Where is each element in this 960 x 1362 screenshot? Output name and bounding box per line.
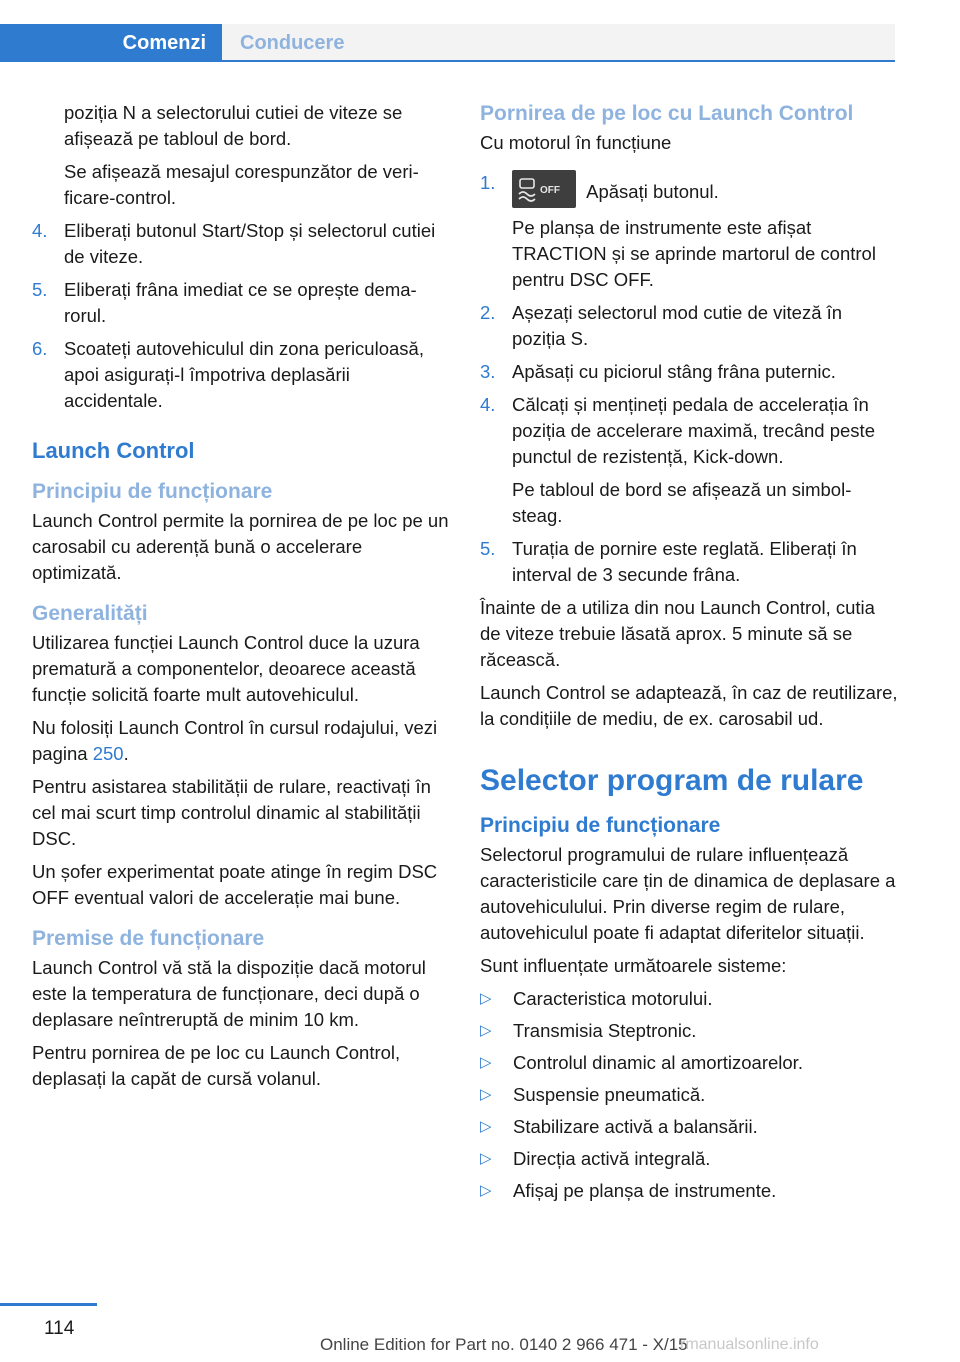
paragraph: Launch Control vă stă la dispoziție dacă motorul este la temperatura de funcționare, deci după o deplasare neîntreruptă de minim 10 km. [32, 957, 426, 1030]
step-item [32, 218, 450, 270]
step-item [32, 277, 450, 329]
step-number: 4. [32, 220, 48, 241]
paragraph-text: Nu folosiți Launch Control în cursul rodajului, vezi pagina [32, 717, 438, 764]
list-item [480, 1018, 900, 1044]
bullet-triangle-icon: ▷ [480, 990, 492, 1007]
step-text: Așezați selectorul mod cutie de viteză în poziția S. [512, 302, 843, 349]
heading-launch-control: Launch Control [32, 438, 195, 463]
watermark: rmanualsonline.info [680, 1336, 819, 1353]
paragraph: poziția N a selectorului cutiei de viteze se afișează pe tabloul de bord. [64, 102, 403, 149]
right-column [480, 100, 900, 1210]
bullet-triangle-icon: ▷ [480, 1118, 492, 1135]
page-link[interactable]: 250 [92, 743, 124, 764]
bullet-triangle-icon: ▷ [480, 1022, 492, 1039]
step-item [480, 536, 900, 588]
list-item [480, 1082, 900, 1108]
list-item-text: Afișaj pe planșa de instrumente. [513, 1180, 777, 1201]
list-item [480, 1146, 900, 1172]
subheading-principiu: Principiu de funcționare [32, 480, 273, 503]
step-text: Călcați și mențineți pedala de accelerația în poziția de accelerare maximă, trecând peste punctul de rezistență, Kick-down. [512, 394, 875, 467]
list-item [480, 986, 900, 1012]
step-text: Apăsați butonul. [586, 181, 719, 202]
paragraph: Utilizarea funcției Launch Control duce la uzura prematură a componentelor, deoarece această funcție solicită foarte mult autovehiculul. [32, 632, 420, 705]
step-number: 3. [480, 361, 496, 382]
step-item [32, 336, 450, 414]
bullet-triangle-icon: ▷ [480, 1054, 492, 1071]
step-item [480, 392, 900, 470]
list-item [480, 1114, 900, 1140]
tab-conducere[interactable]: Conducere [222, 24, 895, 62]
step-text: Eliberați frâna imediat ce se oprește demarorul. [64, 279, 417, 326]
left-column [32, 100, 450, 1099]
header-divider [0, 60, 895, 62]
list-item-text: Caracteristica motorului. [513, 988, 713, 1009]
paragraph: Launch Control permite la pornirea de pe loc pe un carosabil cu aderență bună o accelerare optimizată. [32, 510, 449, 583]
paragraph: Pentru asistarea stabilității de rulare, reactivați în cel mai scurt timp controlul dinamic al stabilității DSC. [32, 776, 431, 849]
paragraph: Cu motorul în funcțiune [480, 132, 672, 153]
paragraph: Pe tabloul de bord se afișează un simbol-steag. [512, 479, 852, 526]
paragraph: Pentru pornirea de pe loc cu Launch Control, deplasați la capăt de cursă volanul. [32, 1042, 401, 1089]
dsc-off-icon [512, 170, 576, 208]
subheading-premise: Premise de funcționare [32, 927, 265, 950]
step-number: 6. [32, 338, 48, 359]
subheading-principiu: Principiu de funcționare [480, 814, 721, 837]
bullet-triangle-icon: ▷ [480, 1086, 492, 1103]
list-item-text: Direcția activă integrală. [513, 1148, 711, 1169]
step-number: 5. [32, 279, 48, 300]
paragraph: Selectorul programului de rulare influențează caracteristicile care țin de dinamica de deplasare a autovehiculului. Prin diverse regim de rulare, autovehiculul poate fi adaptat diferitelor situații. [480, 844, 896, 943]
tab-comenzi[interactable]: Comenzi [0, 24, 222, 62]
step-number: 4. [480, 394, 496, 415]
paragraph: Înainte de a utiliza din nou Launch Control, cutia de viteze trebuie lăsată aprox. 5 minute să se răcească. [480, 597, 875, 670]
paragraph: Launch Control se adaptează, în caz de reutilizare, la condițiile de mediu, de ex. carosabil ud. [480, 682, 898, 729]
page-number: 114 [44, 1318, 75, 1339]
subheading-generalitati: Generalități [32, 602, 148, 625]
subheading-pornirea: Pornirea de pe loc cu Launch Control [480, 102, 854, 125]
paragraph: Pe planșa de instrumente este afișat TRACTION și se aprinde martorul de control pentru DSC OFF. [512, 217, 876, 290]
step-item [480, 300, 900, 352]
step-text: Apăsați cu piciorul stâng frâna puternic. [512, 361, 836, 382]
step-number: 2. [480, 302, 496, 323]
edition-info: Online Edition for Part no. 0140 2 966 471 - X/15 [320, 1335, 688, 1354]
step-item [480, 359, 900, 385]
paragraph [32, 715, 450, 767]
heading-selector-program: Selector program de rulare [480, 764, 864, 797]
step-text: Scoateți autovehiculul din zona periculoasă, apoi asigurați-l împotriva deplasării accidentale. [64, 338, 424, 411]
bullet-triangle-icon: ▷ [480, 1182, 492, 1199]
list-item-text: Transmisia Steptronic. [513, 1020, 697, 1041]
list-item [480, 1050, 900, 1076]
footer-divider [0, 1303, 97, 1306]
step-text: Eliberați butonul Start/Stop și selectorul cutiei de viteze. [64, 220, 436, 267]
paragraph: Se afișează mesajul corespunzător de verificare-control. [64, 161, 419, 208]
list-item-text: Suspensie pneumatică. [513, 1084, 706, 1105]
step-item [480, 170, 900, 208]
step-number: 1. [480, 172, 496, 193]
paragraph-text: . [123, 743, 129, 764]
svg-text:OFF: OFF [540, 185, 560, 196]
step-number: 5. [480, 538, 496, 559]
paragraph: Un șofer experimentat poate atinge în regim DSC OFF eventual valori de accelerație mai bune. [32, 861, 438, 908]
list-item [480, 1178, 900, 1204]
page-header [0, 0, 895, 62]
paragraph: Sunt influențate următoarele sisteme: [480, 955, 787, 976]
list-item-text: Controlul dinamic al amortizoarelor. [513, 1052, 803, 1073]
list-item-text: Stabilizare activă a balansării. [513, 1116, 758, 1137]
bullet-triangle-icon: ▷ [480, 1150, 492, 1167]
step-text: Turația de pornire este reglată. Eliberați în interval de 3 secunde frâna. [512, 538, 857, 585]
